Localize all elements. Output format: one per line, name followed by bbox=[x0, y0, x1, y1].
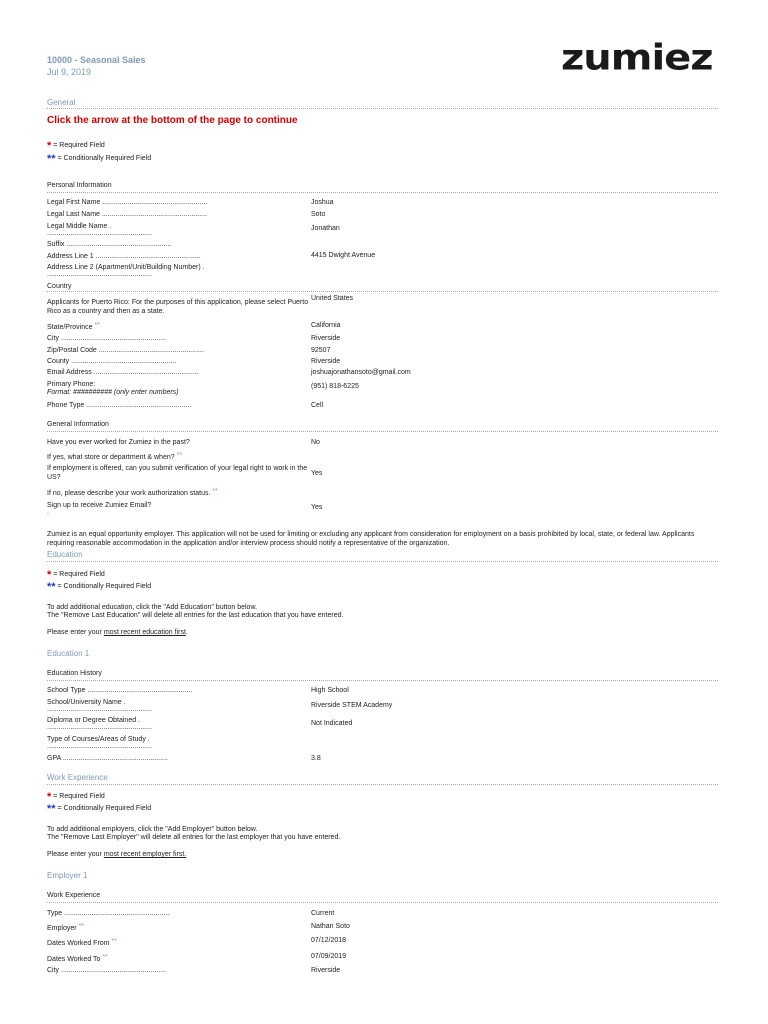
section-general: General bbox=[47, 98, 76, 107]
diploma-label: Diploma or Degree Obtained . bbox=[47, 717, 140, 724]
email-value: joshuajonathansoto@gmail.com bbox=[311, 369, 411, 376]
work-instruction-remove: The "Remove Last Employer" will delete all entries for the last employer that you have entered. bbox=[47, 834, 341, 841]
continue-message: Click the arrow at the bottom of the page to continue bbox=[47, 115, 298, 126]
phone-type-value: Cell bbox=[311, 402, 324, 409]
conditional-star-icon: ** bbox=[94, 322, 100, 329]
required-star-icon: * bbox=[47, 140, 52, 152]
conditional-star-icon: ** bbox=[111, 938, 117, 945]
divider bbox=[47, 291, 718, 292]
employer-entry-title: Employer 1 bbox=[47, 871, 88, 880]
employer-value: Nathan Soto bbox=[311, 923, 350, 930]
work-city-value: Riverside bbox=[311, 967, 341, 974]
courses-dots: ...................................................... bbox=[47, 743, 153, 750]
phone-value: (951) 818-6225 bbox=[311, 383, 359, 390]
middle-name-label: Legal Middle Name . bbox=[47, 223, 112, 230]
state-label: State/Province ** bbox=[47, 322, 100, 331]
last-name-label: Legal Last Name ...................................................... bbox=[47, 211, 207, 218]
legend-conditional: ** = Conditionally Required Field bbox=[47, 803, 152, 815]
section-education: Education bbox=[47, 550, 83, 559]
county-value: Riverside bbox=[311, 358, 341, 365]
conditional-star-icon: ** bbox=[47, 803, 56, 815]
school-name-dots: ...................................................... bbox=[47, 706, 153, 713]
general-info-title: General Information bbox=[47, 421, 109, 428]
work-please-enter: Please enter your most recent employer first. bbox=[47, 851, 187, 858]
conditional-star-icon: ** bbox=[212, 488, 218, 495]
conditional-star-icon: ** bbox=[47, 153, 56, 165]
city-value: Riverside bbox=[311, 335, 341, 342]
legend-required: * = Required Field bbox=[47, 791, 105, 803]
divider bbox=[47, 192, 718, 193]
legend-conditional: ** = Conditionally Required Field bbox=[47, 581, 152, 593]
country-value: United States bbox=[311, 295, 354, 302]
job-title: 10000 - Seasonal Sales bbox=[47, 55, 146, 65]
school-type-label: School Type ...................................................... bbox=[47, 687, 193, 694]
q-email-signup: Sign up to receive Zumiez Email? bbox=[47, 502, 152, 509]
phone-format-hint: Format: ########## (only enter numbers) bbox=[47, 389, 179, 396]
education-please-enter: Please enter your most recent education first. bbox=[47, 629, 188, 636]
work-experience-subtitle: Work Experience bbox=[47, 892, 101, 899]
conditional-star-icon: ** bbox=[47, 581, 56, 593]
education-entry-title: Education 1 bbox=[47, 649, 90, 658]
zip-value: 92507 bbox=[311, 347, 331, 354]
education-history-title: Education History bbox=[47, 670, 102, 677]
divider bbox=[47, 902, 718, 903]
legend-required: * = Required Field bbox=[47, 569, 105, 581]
first-name-label: Legal First Name ...................................................... bbox=[47, 199, 208, 206]
legend-conditional: ** = Conditionally Required Field bbox=[47, 153, 152, 165]
email-label: Email Address ...................................................... bbox=[47, 369, 199, 376]
most-recent-education-link: most recent education first bbox=[103, 629, 186, 636]
gpa-value: 3.8 bbox=[311, 755, 321, 762]
q-store-when: If yes, what store or department & when? ** bbox=[47, 452, 183, 461]
school-type-value: High School bbox=[311, 687, 349, 694]
diploma-dots: ...................................................... bbox=[47, 724, 153, 731]
address1-value: 4415 Dwight Avenue bbox=[311, 252, 376, 259]
a-email-signup: Yes bbox=[311, 504, 323, 511]
county-label: County ...................................................... bbox=[47, 358, 177, 365]
zumiez-logo: zumiez bbox=[561, 37, 713, 79]
last-name-value: Soto bbox=[311, 211, 326, 218]
divider bbox=[47, 561, 718, 562]
address1-label: Address Line 1 ...................................................... bbox=[47, 253, 201, 260]
dates-to-value: 07/09/2019 bbox=[311, 953, 347, 960]
first-name-value: Joshua bbox=[311, 199, 334, 206]
phone-label: Primary Phone: bbox=[47, 381, 96, 388]
application-date: Jul 9, 2019 bbox=[47, 67, 92, 77]
zip-label: Zip/Postal Code ...................................................... bbox=[47, 347, 204, 354]
dates-to-label: Dates Worked To ** bbox=[47, 954, 108, 963]
country-note: Applicants for Puerto Rico: For the purposes of this application, please select Puerto Rico as a country and then as a state. bbox=[47, 299, 309, 315]
diploma-value: Not Indicated bbox=[311, 720, 353, 727]
q-work-authorization: If no, please describe your work authorization status. ** bbox=[47, 488, 218, 497]
q-work-verification: If employment is offered, can you submit verification of your legal right to work in the US? bbox=[47, 465, 308, 481]
divider bbox=[47, 784, 718, 785]
a-work-verification: Yes bbox=[311, 470, 323, 477]
suffix-label: Suffix ...................................................... bbox=[47, 241, 172, 248]
employer-label: Employer ** bbox=[47, 923, 85, 932]
state-value: California bbox=[311, 322, 341, 329]
work-type-value: Current bbox=[311, 910, 335, 917]
a-worked-before: No bbox=[311, 439, 320, 446]
country-label: Country bbox=[47, 283, 72, 290]
conditional-star-icon: ** bbox=[176, 452, 183, 459]
middle-name-value: Jonathan bbox=[311, 225, 340, 232]
required-star-icon: * bbox=[47, 569, 52, 581]
personal-info-title: Personal Information bbox=[47, 182, 112, 189]
middle-name-dots: ...................................................... bbox=[47, 230, 153, 237]
school-name-value: Riverside STEM Academy bbox=[311, 702, 393, 709]
phone-type-label: Phone Type ...................................................... bbox=[47, 402, 192, 409]
conditional-star-icon: ** bbox=[78, 923, 85, 930]
legend-required: * = Required Field bbox=[47, 140, 105, 152]
work-instruction-add: To add additional employers, click the "Add Employer" button below. bbox=[47, 826, 258, 833]
courses-label: Type of Courses/Areas of Study . bbox=[47, 736, 150, 743]
required-star-icon: * bbox=[47, 791, 52, 803]
q-email-signup-dots: . bbox=[47, 509, 49, 516]
divider bbox=[47, 431, 718, 432]
most-recent-employer-link: most recent employer first. bbox=[103, 851, 187, 858]
work-city-label: City ...................................................... bbox=[47, 967, 167, 974]
work-type-label: Type ...................................................... bbox=[47, 910, 170, 917]
school-name-label: School/University Name . bbox=[47, 699, 126, 706]
city-label: City ...................................................... bbox=[47, 335, 167, 342]
address2-label: Address Line 2 (Apartment/Unit/Building Number) . bbox=[47, 264, 205, 271]
education-instruction-add: To add additional education, click the "Add Education" button below. bbox=[47, 604, 258, 611]
eeo-statement: Zumiez is an equal opportunity employer. This application will not be used for limiting or excluding any applicant from consideration for employment on a basis prohibited by local, state, or federal law. Applicants requiring reasonable accommodation in the application and/or interview process should notify a representative of the organization. bbox=[47, 531, 695, 547]
gpa-label: GPA ...................................................... bbox=[47, 755, 168, 762]
divider bbox=[47, 680, 718, 681]
education-instruction-remove: The "Remove Last Education" will delete all entries for the last education that you have entered. bbox=[47, 612, 344, 619]
section-work-experience: Work Experience bbox=[47, 773, 108, 782]
divider bbox=[47, 108, 718, 109]
q-worked-before: Have you ever worked for Zumiez in the past? bbox=[47, 439, 190, 446]
dates-from-label: Dates Worked From ** bbox=[47, 938, 117, 947]
address2-dots: ...................................................... bbox=[47, 271, 153, 278]
dates-from-value: 07/12/2018 bbox=[311, 937, 347, 944]
conditional-star-icon: ** bbox=[102, 954, 108, 961]
